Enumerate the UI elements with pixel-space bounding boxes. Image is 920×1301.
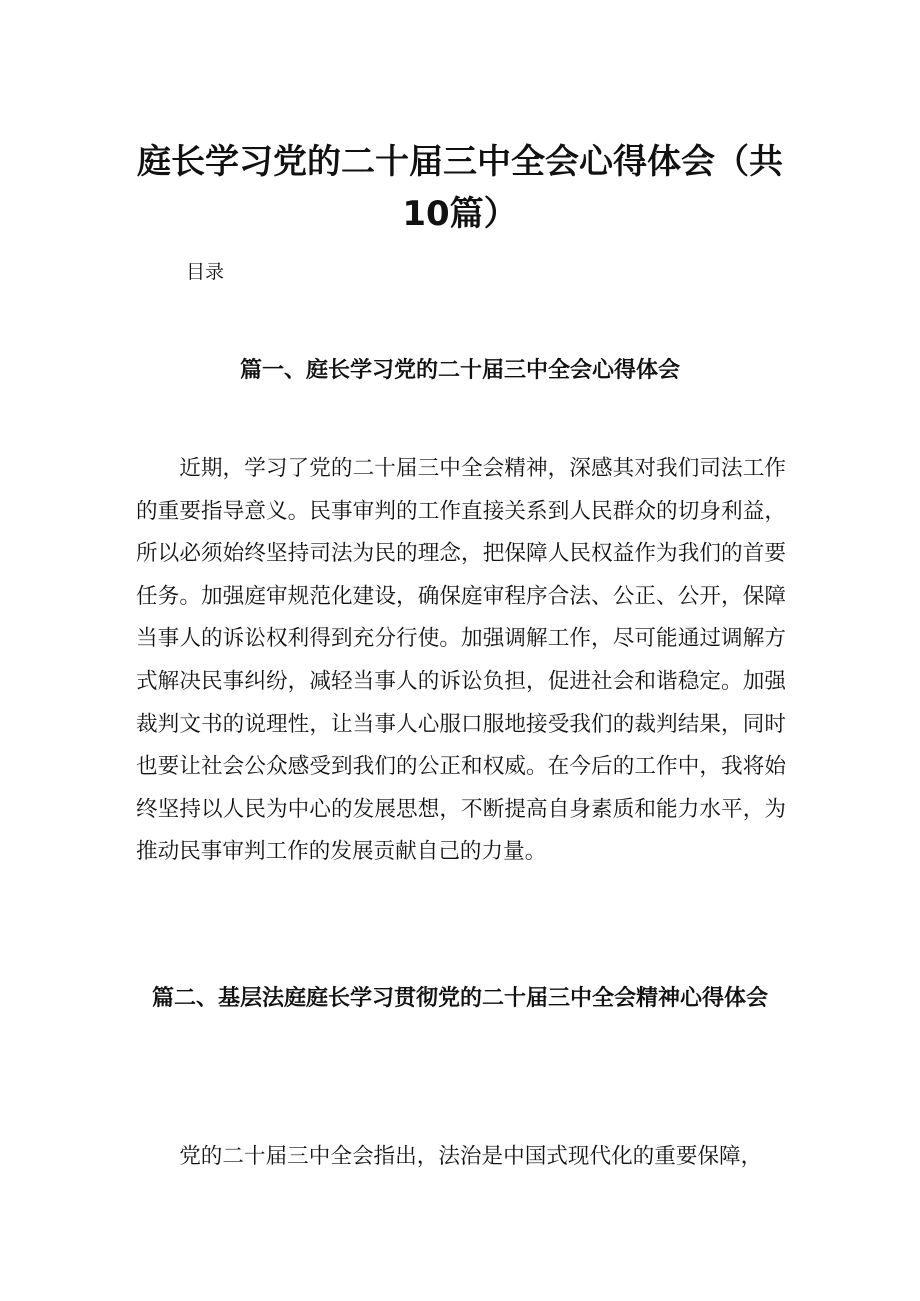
document-title: 庭长学习党的二十届三中全会心得体会（共10篇） [137, 142, 783, 234]
section-paragraph-1: 近期，学习了党的二十届三中全会精神，深感其对我们司法工作的重要指导意义。民事审判的工作直接关系到人民群众的切身利益，所以必须始终坚持司法为民的理念，把保障人民权益作为我们的首要任务。加强庭审规范化建设，确保庭审程序合法、公正、公开，保障当事人的诉讼权利得到充分行使。加强调解工作，尽可能通过调解方式解决民事纠纷，减轻当事人的诉讼负担，促进社会和谐稳定。加强裁判文书的说理性，让当事人心服口服地接受我们的裁判结果，同时也要让社会公众感受到我们的公正和权威。在今后的工作中，我将始终坚持以人民为中心的发展思想，不断提高自身素质和能力水平，为推动民事审判工作的发展贡献自己的力量。 [136, 456, 786, 865]
section-heading-2: 篇二、基层法庭庭长学习贯彻党的二十届三中全会精神心得体会 [151, 986, 768, 1011]
toc-label: 目录 [186, 261, 225, 283]
section-paragraph-2: 党的二十届三中全会指出，法治是中国式现代化的重要保障， [179, 1144, 763, 1169]
section-heading-1: 篇一、庭长学习党的二十届三中全会心得体会 [239, 358, 680, 383]
